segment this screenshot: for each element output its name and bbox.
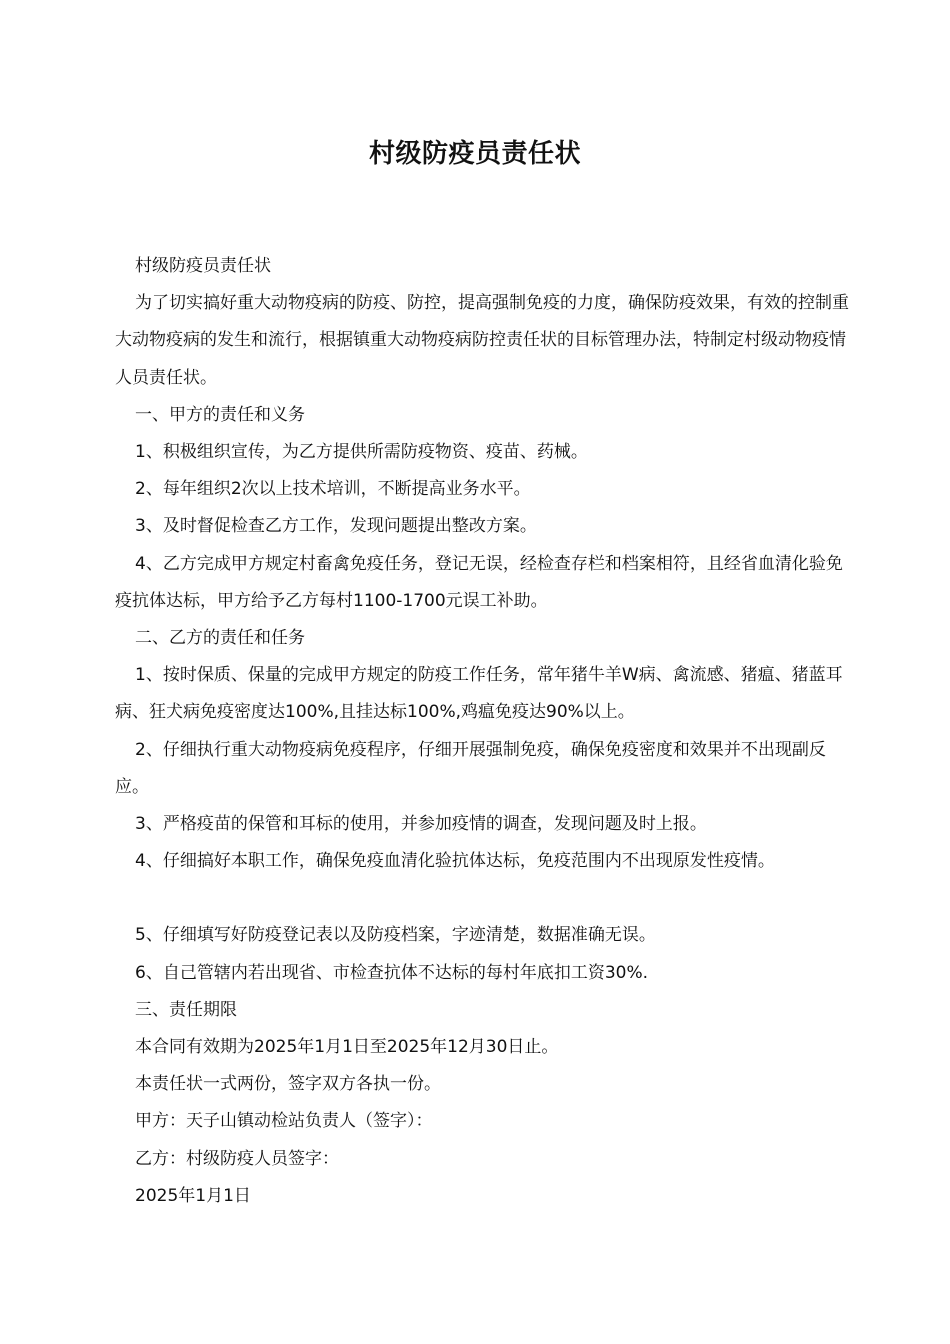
section-heading-term: 三、责任期限 [135,999,237,1020]
party-a-item-2: 2、每年组织2次以上技术培训，不断提高业务水平。 [135,479,531,500]
section-heading-party-a: 一、甲方的责任和义务 [135,404,305,425]
document-body [115,248,855,1215]
party-b-item-3: 3、严格疫苗的保管和耳标的使用，并参加疫情的调查，发现问题及时上报。 [135,814,707,835]
party-b-item-2: 2、仔细执行重大动物疫病免疫程序，仔细开展强制免疫，确保免疫密度和效果并不出现副反应。 [115,739,826,797]
party-b-signature-line: 乙方：村级防疫人员签字： [135,1148,339,1169]
section-heading-party-b: 二、乙方的责任和任务 [135,628,305,649]
term-validity: 本合同有效期为2025年1月1日至2025年12月30日止。 [135,1037,559,1058]
party-a-item-1: 1、积极组织宣传，为乙方提供所需防疫物资、疫苗、药械。 [135,442,588,463]
paragraph-spacer [115,880,855,917]
party-a-item-4: 4、乙方完成甲方规定村畜禽免疫任务，登记无误，经检查存栏和档案相符，且经省血清化验免疫抗体达标，甲方给予乙方每村1100-1700元误工补助。 [115,553,843,611]
party-b-item-4: 4、仔细搞好本职工作，确保免疫血清化验抗体达标，免疫范围内不出现原发性疫情。 [135,851,775,872]
party-b-item-1: 1、按时保质、保量的完成甲方规定的防疫工作任务，常年猪牛羊W病、禽流感、猪瘟、猪蓝耳病、狂犬病免疫密度达100%,且挂达标100%,鸡瘟免疫达90%以上。 [115,665,843,723]
term-copies: 本责任状一式两份，签字双方各执一份。 [135,1074,441,1095]
party-b-item-5: 5、仔细填写好防疫登记表以及防疫档案，字迹清楚，数据准确无误。 [135,925,656,946]
party-a-signature-line: 甲方：天子山镇动检站负责人（签字）： [135,1111,433,1132]
intro-paragraph: 为了切实搞好重大动物疫病的防疫、防控，提高强制免疫的力度，确保防疫效果，有效的控制重大动物疫病的发生和流行，根据镇重大动物疫病防控责任状的目标管理办法，特制定村级动物疫情人员责任状。 [115,293,849,388]
document-date: 2025年1月1日 [135,1185,251,1206]
document-title: 村级防疫员责任状 [368,139,581,169]
party-b-item-6: 6、自己管辖内若出现省、市检查抗体不达标的每村年底扣工资30%. [135,962,649,983]
subtitle-paragraph: 村级防疫员责任状 [135,256,271,276]
party-a-item-3: 3、及时督促检查乙方工作，发现问题提出整改方案。 [135,516,537,537]
